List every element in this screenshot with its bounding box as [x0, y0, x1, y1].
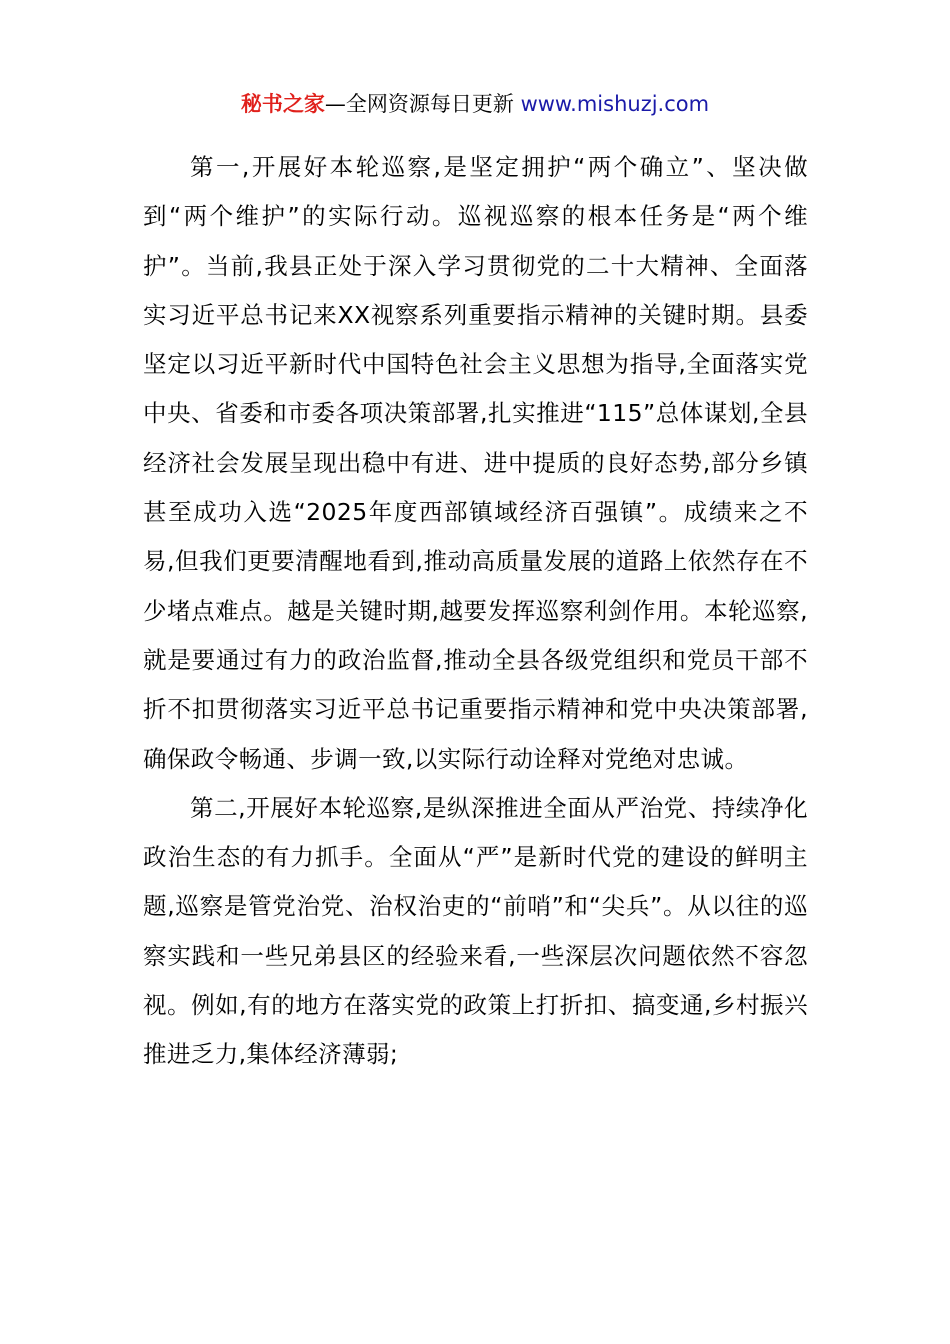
page-header [0, 88, 950, 120]
site-tagline: —全网资源每日更新 [324, 92, 521, 116]
site-url-link[interactable]: www.mishuzj.com [520, 92, 710, 116]
document-body [143, 143, 808, 1080]
paragraph-2: 第二,开展好本轮巡察,是纵深推进全面从严治党、持续净化政治生态的有力抓手。全面从“严”是新时代党的建设的鲜明主题,巡察是管党治党、治权治吏的“前哨”和“尖兵”。从以往的巡察实践和一些兄弟县区的经验来看,一些深层次问题依然不容忽视。例如,有的地方在落实党的政策上打折扣、搞变通,乡村振兴推进乏力,集体经济薄弱; [143, 793, 808, 1069]
paragraph-1: 第一,开展好本轮巡察,是坚定拥护“两个确立”、坚决做到“两个维护”的实际行动。巡视巡察的根本任务是“两个维护”。当前,我县正处于深入学习贯彻党的二十大精神、全面落实习近平总书记来XX视察系列重要指示精神的关键时期。县委坚定以习近平新时代中国特色社会主义思想为指导,全面落实党中央、省委和市委各项决策部署,扎实推进“115”总体谋划,全县经济社会发展呈现出稳中有进、进中提质的良好态势,部分乡镇甚至成功入选“2025年度西部镇域经济百强镇”。成绩来之不易,但我们更要清醒地看到,推动高质量发展的道路上依然存在不少堵点难点。越是关键时期,越要发挥巡察利剑作用。本轮巡察,就是要通过有力的政治监督,推动全县各级党组织和党员干部不折不扣贯彻落实习近平总书记重要指示精神和党中央决策部署,确保政令畅通、步调一致,以实际行动诠释对党绝对忠诚。 [143, 153, 808, 773]
site-name: 秘书之家 [240, 92, 325, 116]
